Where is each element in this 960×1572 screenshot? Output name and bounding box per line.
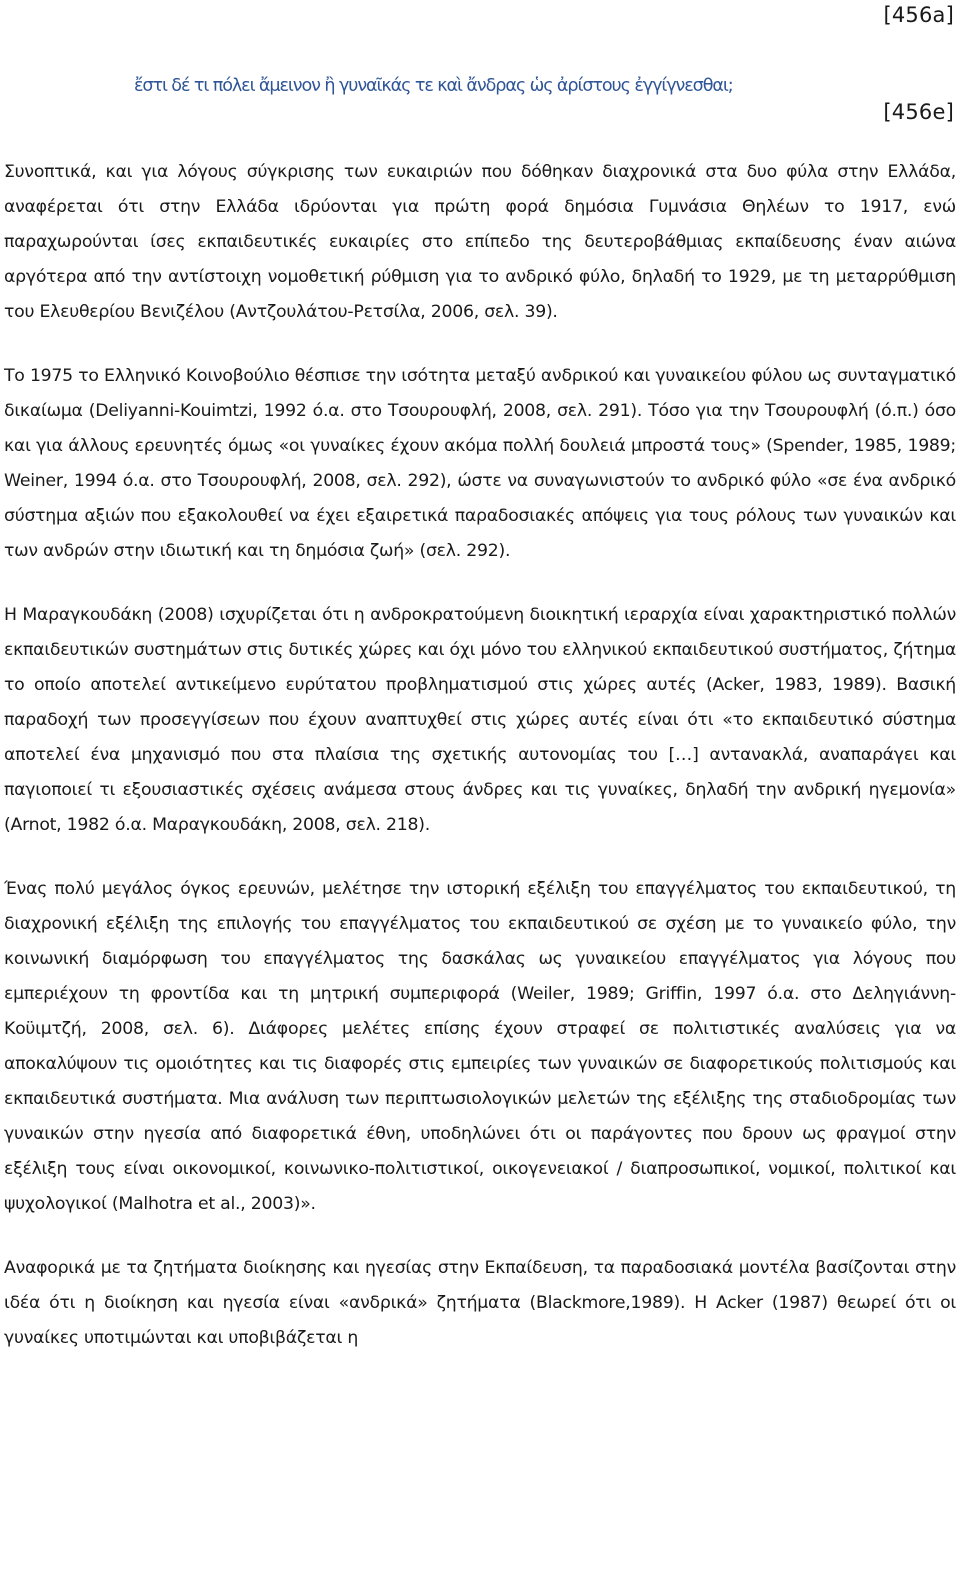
paragraph-5: Αναφορικά με τα ζητήματα διοίκησης και ηγεσίας στην Εκπαίδευση, τα παραδοσιακά μοντέλα βασίζονται στην ιδέα ότι η διοίκηση και ηγεσία είναι «ανδρικά» ζητήματα (Blackmore,1989). Η Acker (1987) θεωρεί ότι οι γυναίκες υποτιμώνται και υποβιβάζεται η bbox=[4, 1258, 956, 1348]
reference-marker-456a: [456a] bbox=[883, 3, 954, 27]
reference-marker-456e: [456e] bbox=[883, 100, 954, 124]
paragraph-2: Το 1975 το Ελληνικό Κοινοβούλιο θέσπισε την ισότητα μεταξύ ανδρικού και γυναικείου φύλου ως συνταγματικό δικαίωμα (Deliyanni-Kouimtzi, 1992 ό.α. στο Τσουρουφλή, 2008, σελ. 291). Τόσο για την Τσουρουφλή (ό.π.) όσο και για άλλους ερευνητές όμως «οι γυναίκες έχουν ακόμα πολλή δουλειά μπροστά τους» (Spender, 1985, 1989; Weiner, 1994 ό.α. στο Τσουρουφλή, 2008, σελ. 292), ώστε να συναγωνιστούν το ανδρικό φύλο «σε ένα ανδρικό σύστημα αξιών που εξακολουθεί να έχει εξαιρετικά παραδοσιακές απόψεις για τους ρόλους των γυναικών και των ανδρών στην ιδιωτική και τη δημόσια ζωή» (σελ. 292). bbox=[4, 366, 956, 561]
document-body bbox=[4, 155, 956, 1356]
paragraph-3: Η Μαραγκουδάκη (2008) ισχυρίζεται ότι η ανδροκρατούμενη διοικητική ιεραρχία είναι χαρακτηριστικό πολλών εκπαιδευτικών συστημάτων στις δυτικές χώρες και όχι μόνο του ελληνικού εκπαιδευτικού συστήματος, ζήτημα το οποίο αποτελεί αντικείμενο ευρύτατου προβληματισμού στις χώρες αυτές (Acker, 1983, 1989). Βασική παραδοχή των προσεγγίσεων που έχουν αναπτυχθεί στις χώρες αυτές είναι ότι «το εκπαιδευτικό σύστημα αποτελεί ένα μηχανισμό που στα πλαίσια της σχετικής αυτονομίας του […] αντανακλά, αναπαράγει και παγιοποιεί τι εξουσιαστικές σχέσεις ανάμεσα στους άνδρες και τις γυναίκες, δηλαδή την ανδρική ηγεμονία» (Arnot, 1982 ό.α. Μαραγκουδάκη, 2008, σελ. 218). bbox=[4, 605, 956, 835]
paragraph-4: Ένας πολύ μεγάλος όγκος ερευνών, μελέτησε την ιστορική εξέλιξη του επαγγέλματος του εκπαιδευτικού, τη διαχρονική εξέλιξη της επιλογής του επαγγέλματος του εκπαιδευτικού σε σχέση με το γυναικείο φύλο, την κοινωνική διαμόρφωση του επαγγέλματος της δασκάλας ως γυναικείου επαγγέλματος για λόγους που εμπεριέχουν τη φροντίδα και τη μητρική συμπεριφορά (Weiler, 1989; Griffin, 1997 ό.α. στο Δεληγιάννη-Κοϋιμτζή, 2008, σελ. 6). Διάφορες μελέτες επίσης έχουν στραφεί σε πολιτιστικές αναλύσεις για να αποκαλύψουν τις ομοιότητες και τις διαφορές στις εμπειρίες των γυναικών σε διαφορετικούς πολιτισμούς και εκπαιδευτικά συστήματα. Μια ανάλυση των περιπτωσιολογικών μελετών της εξέλιξης της σταδιοδρομίας των γυναικών στην ηγεσία από διαφορετικά έθνη, υποδηλώνει ότι οι παράγοντες που δρουν ως φραγμοί στην εξέλιξη τους είναι οικονομικοί, κοινωνικο-πολιτιστικοί, οικογενειακοί / διαπροσωπικοί, νομικοί, πολιτικοί και ψυχολογικοί (Malhotra et al., 2003)». bbox=[4, 879, 956, 1214]
paragraph-1: Συνοπτικά, και για λόγους σύγκρισης των ευκαιριών που δόθηκαν διαχρονικά στα δυο φύλα στην Ελλάδα, αναφέρεται ότι στην Ελλάδα ιδρύονται για πρώτη φορά δημόσια Γυμνάσια Θηλέων το 1917, ενώ παραχωρούνται ίσες εκπαιδευτικές ευκαιρίες στο επίπεδο της δευτεροβάθμιας εκπαίδευσης έναν αιώνα αργότερα από την αντίστοιχη νομοθετική ρύθμιση για το ανδρικό φύλο, δηλαδή το 1929, με τη μεταρρύθμιση του Ελευθερίου Βενιζέλου (Αντζουλάτου-Ρετσίλα, 2006, σελ. 39). bbox=[4, 162, 956, 322]
greek-quotation: ἔστι δέ τι πόλει ἄμεινον ἢ γυναῖκάς τε καὶ ἄνδρας ὡς ἀρίστους ἐγγίγνεσθαι; bbox=[134, 76, 733, 96]
